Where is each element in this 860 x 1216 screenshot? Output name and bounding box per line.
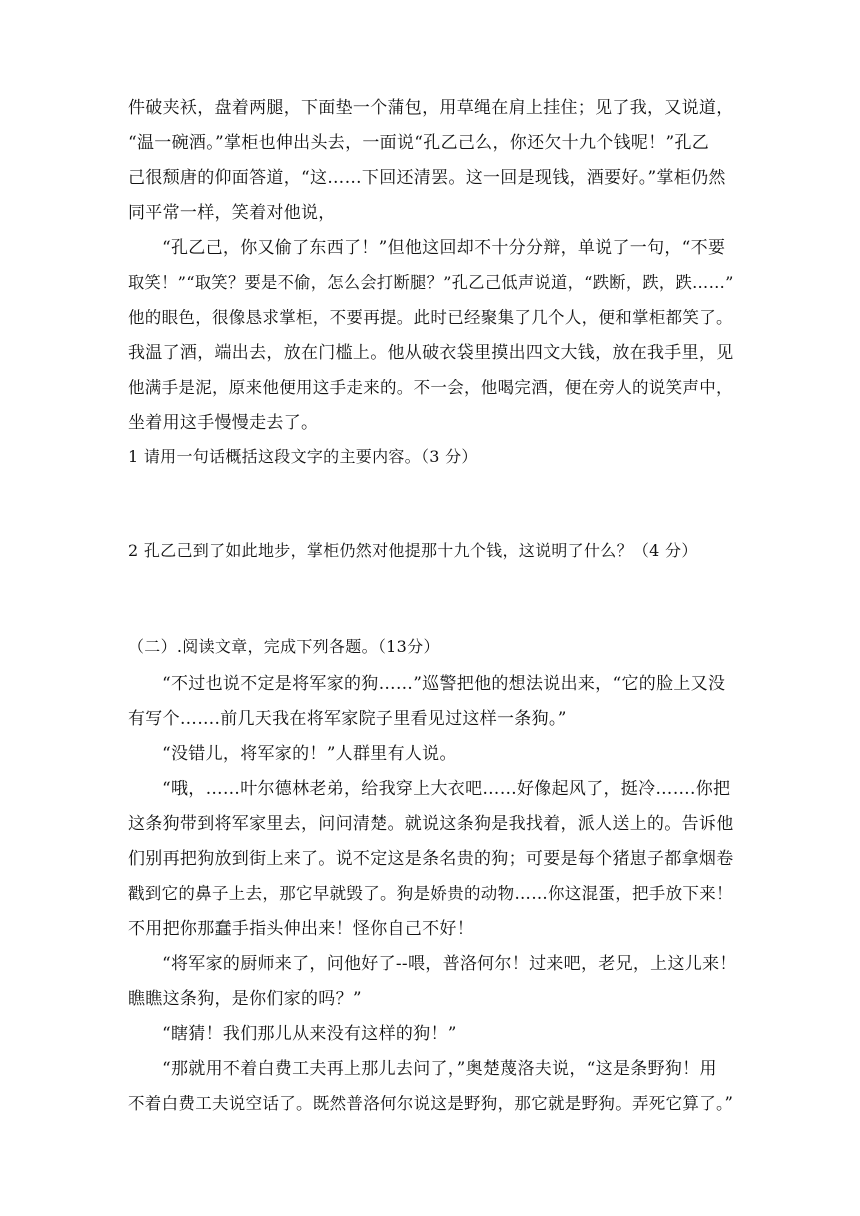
section2-line: 戳到它的鼻子上去，那它早就毁了。狗是娇贵的动物……你这混蛋，把手放下来！ (128, 884, 733, 903)
section2-line: “哦，……叶尔德林老弟，给我穿上大衣吧……好像起风了，挺冷…….你把 (162, 779, 731, 799)
section2-line: 们别再把狗放到街上来了。说不定这是条名贵的狗；可要是每个猪崽子都拿烟卷 (128, 849, 734, 869)
section2-heading: （二）.阅读文章，完成下列各题。（13分） (128, 637, 440, 656)
passage1-line: 件破夹袄，盘着两腿，下面垫一个蒲包，用草绳在肩上挂住；见了我，又说道， (128, 98, 734, 118)
section2-line: “那就用不着白费工夫再上那儿去问了，”奥楚蔑洛夫说，“这是条野狗！用 (162, 1059, 717, 1079)
passage1-line: 坐着用这手慢慢走去了。 (128, 413, 319, 433)
section2-line: 瞧瞧这条狗，是你们家的吗？” (128, 989, 362, 1009)
section2-line: 不用把你那蠢手指头伸出来！怪你自己不好！ (128, 919, 474, 939)
section2-line: 不着白费工夫说空话了。既然普洛何尔说这是野狗，那它就是野狗。弄死它算了。” (128, 1094, 734, 1113)
passage1-line: 他满手是泥，原来他便用这手走来的。不一会，他喝完酒，便在旁人的说笑声中， (128, 378, 733, 397)
section2-line: “不过也说不定是将军家的狗……”巡警把他的想法说出来，“它的脸上又没 (162, 674, 726, 694)
question-1: 1 请用一句话概括这段文字的主要内容。（3 分） (128, 447, 478, 466)
section2-line: 有写个…….前几天我在将军家院子里看见过这样一条狗。” (128, 709, 567, 729)
passage1-line: “孔乙己，你又偷了东西了！”但他这回却不十分分辩，单说了一句，“不要 (162, 238, 726, 258)
section2-line: “没错儿，将军家的！”人群里有人说。 (162, 744, 457, 764)
section2-line: “将军家的厨师来了，问他好了--喂，普洛何尔！过来吧，老兄，上这儿来！ (162, 954, 737, 974)
passage1-line: 同平常一样，笑着对他说， (128, 203, 336, 223)
question-2: 2 孔乙己到了如此地步，掌柜仍然对他提那十九个钱，这说明了什么？（4 分） (128, 541, 698, 560)
passage1-line: 我温了酒，端出去，放在门槛上。他从破衣袋里摸出四文大钱，放在我手里，见 (128, 343, 734, 363)
passage1-line: 他的眼色，很像恳求掌柜，不要再提。此时已经聚集了几个人，便和掌柜都笑了。 (128, 308, 733, 327)
section2-line: “瞎猜！我们那儿从来没有这样的狗！” (162, 1024, 457, 1044)
passage1-line: “温一碗酒。”掌柜也伸出头去，一面说“孔乙己么，你还欠十九个钱呢！”孔乙 (128, 133, 710, 153)
passage1-line: 取笑！”“取笑？要是不偷，怎么会打断腿？”孔乙己低声说道，“跌断，跌，跌……” (128, 273, 734, 292)
passage1-line: 己很颓唐的仰面答道，“这……下回还清罢。这一回是现钱，酒要好。”掌柜仍然 (128, 168, 726, 188)
section2-line: 这条狗带到将军家里去，问问清楚。就说这条狗是我找着，派人送上的。告诉他 (128, 814, 734, 834)
